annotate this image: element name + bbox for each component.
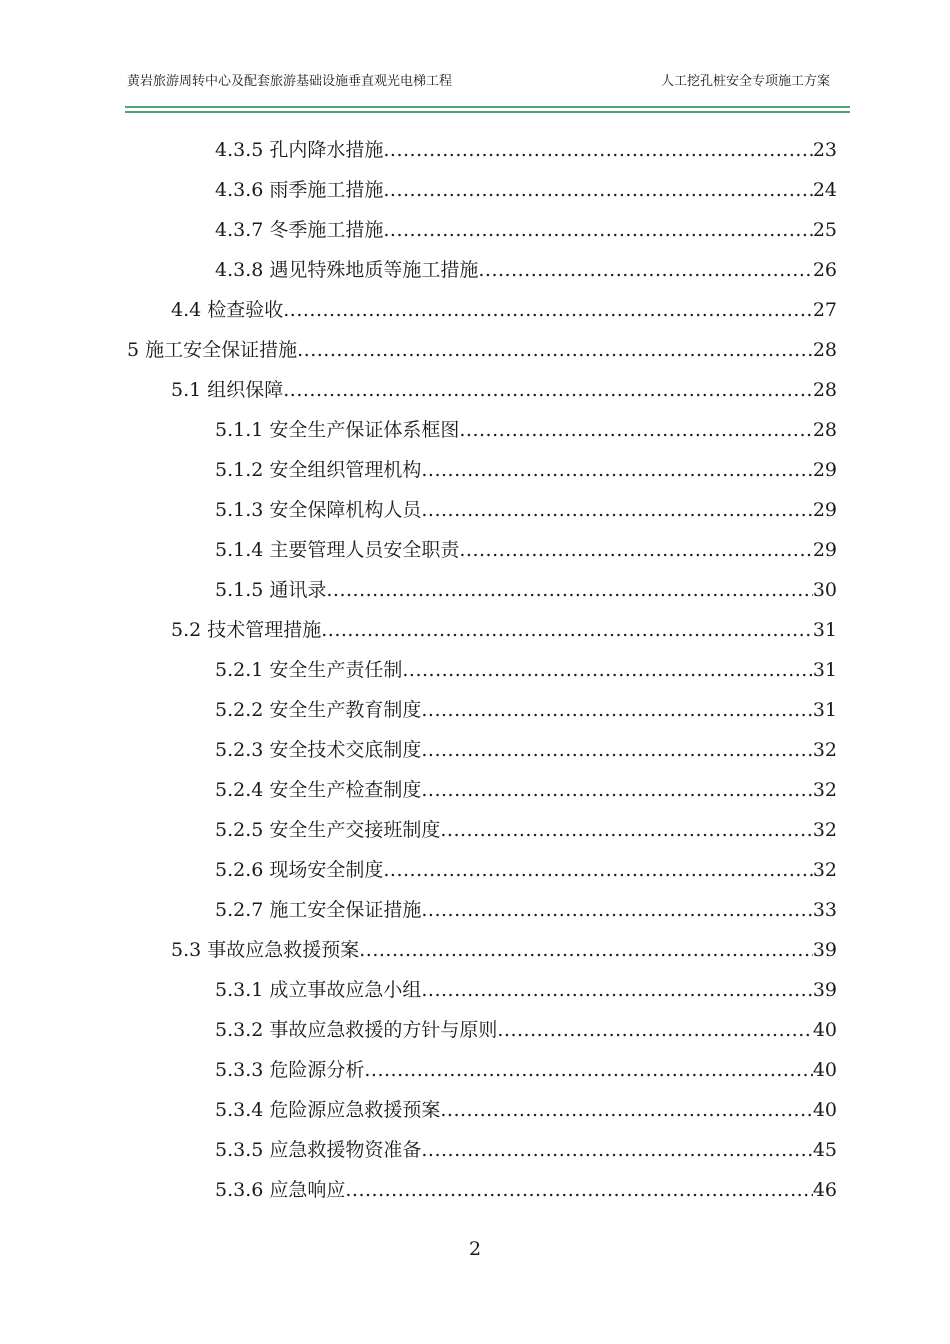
toc-entry-label: 4.3.6 雨季施工措施 [215, 179, 384, 201]
toc-entry[interactable] [171, 932, 837, 968]
toc-entry-page: 29 [812, 459, 837, 481]
toc-entry[interactable] [215, 1172, 837, 1208]
toc-entry[interactable] [215, 1132, 837, 1168]
toc-entry-label: 5.2.6 现场安全制度 [215, 859, 384, 881]
toc-entry-page: 29 [812, 499, 837, 521]
toc-leader-dots [402, 652, 812, 688]
toc-entry-page: 28 [812, 339, 837, 361]
toc-entry[interactable] [171, 612, 837, 648]
toc-entry-label: 5.3.3 危险源分析 [215, 1059, 365, 1081]
toc-leader-dots [383, 172, 812, 208]
toc-leader-dots [297, 332, 813, 368]
toc-entry-label: 5.3.1 成立事故应急小组 [215, 979, 422, 1001]
toc-leader-dots [421, 972, 812, 1008]
toc-entry-label: 5.1.2 安全组织管理机构 [215, 459, 422, 481]
toc-leader-dots [421, 732, 812, 768]
toc-entry[interactable] [215, 132, 837, 168]
toc-leader-dots [321, 612, 813, 648]
toc-entry-label: 5.3.2 事故应急救援的方针与原则 [215, 1019, 498, 1041]
toc-entry-label: 4.3.8 遇见特殊地质等施工措施 [215, 259, 479, 281]
toc-entry-label: 5.1.1 安全生产保证体系框图 [215, 419, 460, 441]
toc-entry-label: 5.2.5 安全生产交接班制度 [215, 819, 441, 841]
toc-entry[interactable] [215, 892, 837, 928]
toc-leader-dots [383, 132, 812, 168]
toc-entry-label: 5.3.5 应急救援物资准备 [215, 1139, 422, 1161]
toc-entry-page: 32 [812, 819, 837, 841]
toc-entry[interactable] [215, 452, 837, 488]
toc-leader-dots [359, 932, 813, 968]
toc-entry-page: 28 [812, 419, 837, 441]
toc-entry[interactable] [215, 692, 837, 728]
toc-entry[interactable] [215, 412, 837, 448]
header-divider [125, 106, 850, 108]
toc-entry-label: 5.2.4 安全生产检查制度 [215, 779, 422, 801]
toc-entry-page: 30 [812, 579, 837, 601]
toc-entry-page: 31 [812, 619, 837, 641]
toc-entry-page: 27 [812, 299, 837, 321]
toc-entry-page: 24 [812, 179, 837, 201]
toc-entry-label: 5.2 技术管理措施 [171, 619, 322, 641]
toc-leader-dots [459, 532, 812, 568]
toc-entry[interactable] [215, 852, 837, 888]
toc-entry[interactable] [215, 492, 837, 528]
toc-entry[interactable] [215, 652, 837, 688]
toc-entry-page: 40 [812, 1099, 837, 1121]
toc-entry-label: 4.4 检查验收 [171, 299, 284, 321]
toc-entry-label: 4.3.7 冬季施工措施 [215, 219, 384, 241]
toc-entry-label: 5.1 组织保障 [171, 379, 284, 401]
toc-leader-dots [421, 772, 812, 808]
toc-entry-page: 26 [812, 259, 837, 281]
toc-entry-page: 23 [812, 139, 837, 161]
toc-entry[interactable] [215, 972, 837, 1008]
toc-entry[interactable] [215, 812, 837, 848]
toc-entry[interactable] [171, 372, 837, 408]
toc-leader-dots [421, 692, 812, 728]
toc-entry[interactable] [215, 572, 837, 608]
toc-leader-dots [421, 1132, 812, 1168]
toc-entry-label: 5.3 事故应急救援预案 [171, 939, 360, 961]
toc-entry-page: 39 [812, 979, 837, 1001]
toc-entry-label: 5.2.7 施工安全保证措施 [215, 899, 422, 921]
toc-entry[interactable] [215, 772, 837, 808]
page-header [127, 70, 850, 92]
toc-leader-dots [421, 892, 812, 928]
toc-leader-dots [421, 492, 812, 528]
toc-entry-label: 4.3.5 孔内降水措施 [215, 139, 384, 161]
toc-leader-dots [440, 812, 812, 848]
toc-entry[interactable] [215, 732, 837, 768]
toc-entry[interactable] [215, 1052, 837, 1088]
toc-entry-page: 45 [812, 1139, 837, 1161]
toc-leader-dots [283, 372, 813, 408]
toc-entry[interactable] [215, 1092, 837, 1128]
toc-entry-label: 5.2.1 安全生产责任制 [215, 659, 403, 681]
toc-entry-page: 32 [812, 859, 837, 881]
toc-entry-page: 31 [812, 699, 837, 721]
toc-entry-label: 5.1.5 通讯录 [215, 579, 327, 601]
page-number: 2 [468, 1238, 482, 1260]
toc-entry[interactable] [215, 1012, 837, 1048]
toc-entry-page: 32 [812, 739, 837, 761]
toc-entry-label: 5.3.6 应急响应 [215, 1179, 346, 1201]
toc-leader-dots [345, 1172, 812, 1208]
toc-entry-page: 33 [812, 899, 837, 921]
toc-entry-label: 5.3.4 危险源应急救援预案 [215, 1099, 441, 1121]
header-divider-secondary [125, 111, 850, 113]
toc-entry-page: 46 [812, 1179, 837, 1201]
toc-entry[interactable] [171, 292, 837, 328]
toc-leader-dots [383, 852, 812, 888]
toc-entry-label: 5.2.3 安全技术交底制度 [215, 739, 422, 761]
toc-entry-label: 5.1.3 安全保障机构人员 [215, 499, 422, 521]
toc-entry-page: 25 [812, 219, 837, 241]
toc-leader-dots [364, 1052, 812, 1088]
toc-leader-dots [440, 1092, 812, 1128]
toc-leader-dots [478, 252, 812, 288]
toc-entry[interactable] [127, 332, 837, 368]
toc-leader-dots [421, 452, 812, 488]
toc-entry-page: 39 [812, 939, 837, 961]
toc-entry-page: 31 [812, 659, 837, 681]
toc-entry-page: 32 [812, 779, 837, 801]
toc-leader-dots [283, 292, 813, 328]
toc-entry-page: 40 [812, 1019, 837, 1041]
toc-entry-page: 29 [812, 539, 837, 561]
toc-leader-dots [383, 212, 812, 248]
toc-leader-dots [326, 572, 812, 608]
toc-leader-dots [459, 412, 812, 448]
toc-entry[interactable] [215, 252, 837, 288]
header-document-title: 人工挖孔桩安全专项施工方案 [660, 74, 830, 89]
toc-entry-page: 40 [812, 1059, 837, 1081]
toc-entry-label: 5.2.2 安全生产教育制度 [215, 699, 422, 721]
toc-entry[interactable] [215, 172, 837, 208]
toc-entry-label: 5.1.4 主要管理人员安全职责 [215, 539, 460, 561]
toc-entry-page: 28 [812, 379, 837, 401]
toc-entry-label: 5 施工安全保证措施 [127, 339, 298, 361]
toc-entry[interactable] [215, 212, 837, 248]
toc-entry[interactable] [215, 532, 837, 568]
toc-leader-dots [497, 1012, 812, 1048]
header-project-title: 黄岩旅游周转中心及配套旅游基础设施垂直观光电梯工程 [127, 74, 453, 89]
